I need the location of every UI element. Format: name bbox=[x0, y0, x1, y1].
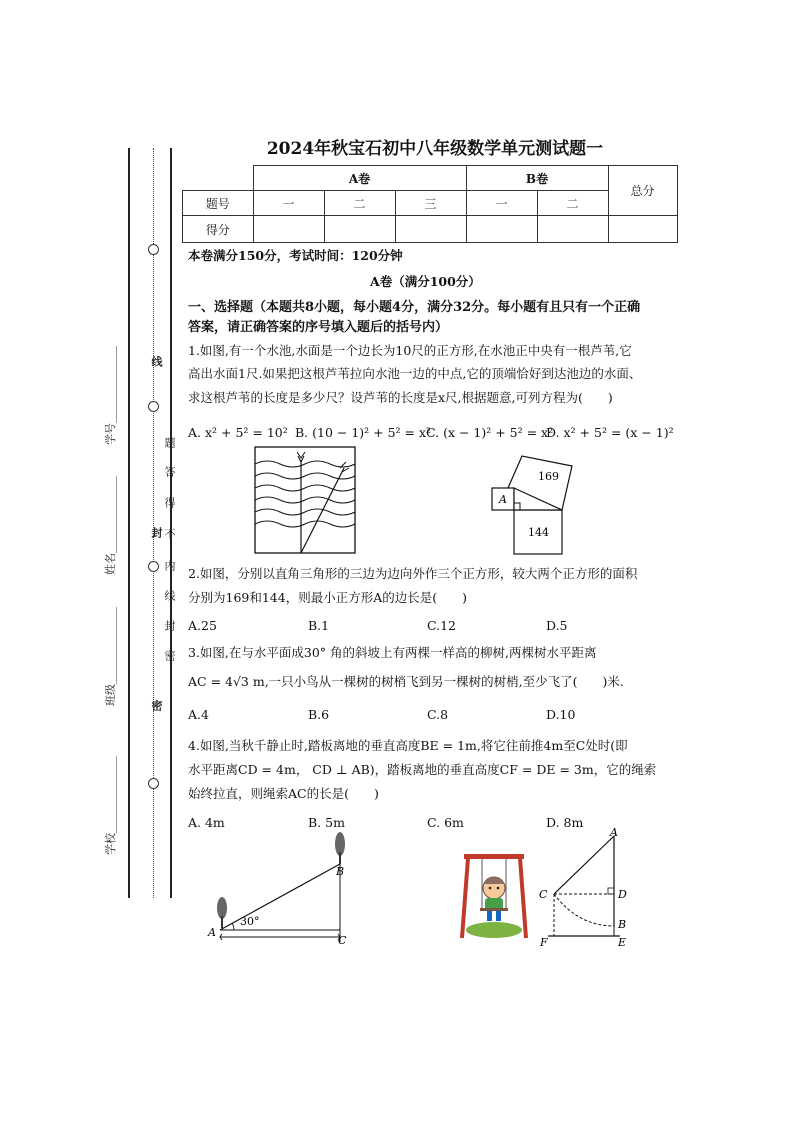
row-label-number: 题号 bbox=[183, 191, 254, 216]
square-label-a: A bbox=[499, 493, 507, 506]
q2-line1: 2.如图，分别以直角三角形的三边为边向外作三个正方形，较大两个正方形的面积 bbox=[188, 566, 638, 581]
seal-char: 封 bbox=[150, 527, 163, 540]
seal-char: 题 bbox=[163, 437, 176, 450]
point-label-c: C bbox=[338, 934, 347, 947]
q1-option-c[interactable]: C. (x − 1)² + 5² = x² bbox=[426, 425, 554, 440]
header-group-b: B卷 bbox=[466, 166, 608, 191]
exam-title: 2024年秋宝石初中八年级数学单元测试题一 bbox=[266, 139, 604, 159]
fold-circle bbox=[148, 244, 159, 255]
score-cell[interactable] bbox=[537, 216, 608, 243]
slope-figure bbox=[200, 830, 360, 950]
q4-option-c[interactable]: C. 6m bbox=[427, 815, 464, 830]
exam-info: 本卷满分150分，考试时间：120分钟 bbox=[188, 248, 403, 263]
part1-heading-line2: 答案，请正确答案的序号填入题后的括号内） bbox=[188, 320, 449, 335]
outer-border-line bbox=[128, 148, 130, 898]
point-label-c: C bbox=[539, 888, 548, 901]
field-student-number: 学号______________ bbox=[104, 346, 117, 445]
seal-char: 线 bbox=[163, 590, 176, 603]
seal-char: 密 bbox=[163, 650, 176, 663]
q1-option-d[interactable]: D. x² + 5² = (x − 1)² bbox=[546, 425, 674, 440]
q1-line3: 求这根芦苇的长度是多少尺？设芦苇的长度是x尺,根据题意,可列方程为( ) bbox=[188, 390, 613, 405]
square-label-144: 144 bbox=[528, 526, 549, 539]
section-a-heading: A卷（满分100分） bbox=[370, 274, 481, 289]
q3-line1: 3.如图,在与水平面成30° 角的斜坡上有两棵一样高的柳树,两棵树水平距离 bbox=[188, 645, 597, 660]
col-header: 三 bbox=[395, 191, 466, 216]
seal-char: 不 bbox=[163, 528, 176, 541]
seal-char: 封 bbox=[163, 620, 176, 633]
pool-figure bbox=[254, 446, 356, 554]
q3-option-a[interactable]: A.4 bbox=[188, 707, 209, 722]
q3-option-d[interactable]: D.10 bbox=[546, 707, 576, 722]
point-label-a: A bbox=[610, 828, 618, 839]
field-name: 姓名______________ bbox=[104, 476, 117, 575]
col-header: 一 bbox=[466, 191, 537, 216]
q3-line2: AC = 4√3 m,一只小鸟从一棵树的树梢飞到另一棵树的树梢,至少飞了( )米. bbox=[188, 674, 624, 689]
square-label-169: 169 bbox=[538, 470, 559, 483]
table-corner bbox=[183, 166, 254, 191]
q2-option-a[interactable]: A.25 bbox=[188, 618, 217, 633]
tree-icon bbox=[217, 897, 227, 928]
seal-char: 线 bbox=[150, 356, 163, 369]
q2-option-c[interactable]: C.12 bbox=[427, 618, 456, 633]
point-label-d: D bbox=[618, 888, 627, 901]
field-school: 学校______________ bbox=[104, 756, 117, 855]
point-label-b: B bbox=[618, 918, 627, 931]
point-label-b: B bbox=[336, 865, 345, 878]
q2-line2: 分别为169和144，则最小正方形A的边长是( ) bbox=[188, 590, 467, 605]
q1-line1: 1.如图,有一个水池,水面是一个边长为10尺的正方形,在水池正中央有一根芦苇,它 bbox=[188, 343, 632, 358]
seal-char: 内 bbox=[163, 560, 176, 573]
q1-line2: 高出水面1尺.如果把这根芦苇拉向水池一边的中点,它的顶端恰好到达池边的水面、 bbox=[188, 366, 642, 381]
row-label-score: 得分 bbox=[183, 216, 254, 243]
q4-option-a[interactable]: A. 4m bbox=[188, 815, 225, 830]
q4-line1: 4.如图,当秋千静止时,踏板离地的垂直高度BE = 1m,将它往前推4m至C处时(即 bbox=[188, 738, 628, 753]
swing-picture bbox=[458, 850, 530, 942]
header-group-a: A卷 bbox=[253, 166, 466, 191]
q4-option-b[interactable]: B. 5m bbox=[308, 815, 345, 830]
score-cell[interactable] bbox=[253, 216, 324, 243]
score-table bbox=[182, 165, 678, 243]
point-label-e: E bbox=[618, 936, 627, 949]
q1-option-b[interactable]: B. (10 − 1)² + 5² = x² bbox=[295, 425, 432, 440]
squares-figure bbox=[488, 450, 593, 556]
fold-circle bbox=[148, 778, 159, 789]
q4-option-d[interactable]: D. 8m bbox=[546, 815, 584, 830]
q1-option-a[interactable]: A. x² + 5² = 10² bbox=[188, 425, 288, 440]
swing-geometry-figure bbox=[534, 828, 634, 952]
score-cell[interactable] bbox=[395, 216, 466, 243]
score-cell[interactable] bbox=[324, 216, 395, 243]
part1-heading-line1: 一、选择题（本题共8小题，每小题4分，满分32分。每小题有且只有一个正确 bbox=[188, 300, 641, 315]
score-cell[interactable] bbox=[466, 216, 537, 243]
q4-line3: 始终拉直，则绳索AC的长是( ) bbox=[188, 786, 379, 801]
field-class: 班级______________ bbox=[104, 607, 117, 706]
col-header: 一 bbox=[253, 191, 324, 216]
q2-option-b[interactable]: B.1 bbox=[308, 618, 330, 633]
tree-icon bbox=[335, 832, 345, 864]
header-total: 总分 bbox=[608, 166, 677, 216]
fold-circle bbox=[148, 561, 159, 572]
inner-border-line bbox=[170, 148, 172, 898]
fold-circle bbox=[148, 401, 159, 412]
q3-option-b[interactable]: B.6 bbox=[308, 707, 330, 722]
point-label-f: F bbox=[540, 936, 548, 949]
col-header: 二 bbox=[537, 191, 608, 216]
q2-option-d[interactable]: D.5 bbox=[546, 618, 568, 633]
seal-char: 密 bbox=[150, 700, 163, 713]
point-label-a: A bbox=[208, 926, 216, 939]
total-score-cell[interactable] bbox=[608, 216, 677, 243]
q3-option-c[interactable]: C.8 bbox=[427, 707, 449, 722]
q4-line2: 水平距离CD = 4m， CD ⊥ AB)，踏板离地的垂直高度CF = DE = 3m，它的绳索 bbox=[188, 762, 657, 777]
angle-label: 30° bbox=[240, 915, 260, 928]
seal-char: 得 bbox=[163, 497, 176, 510]
seal-char: 答 bbox=[163, 466, 176, 479]
col-header: 二 bbox=[324, 191, 395, 216]
